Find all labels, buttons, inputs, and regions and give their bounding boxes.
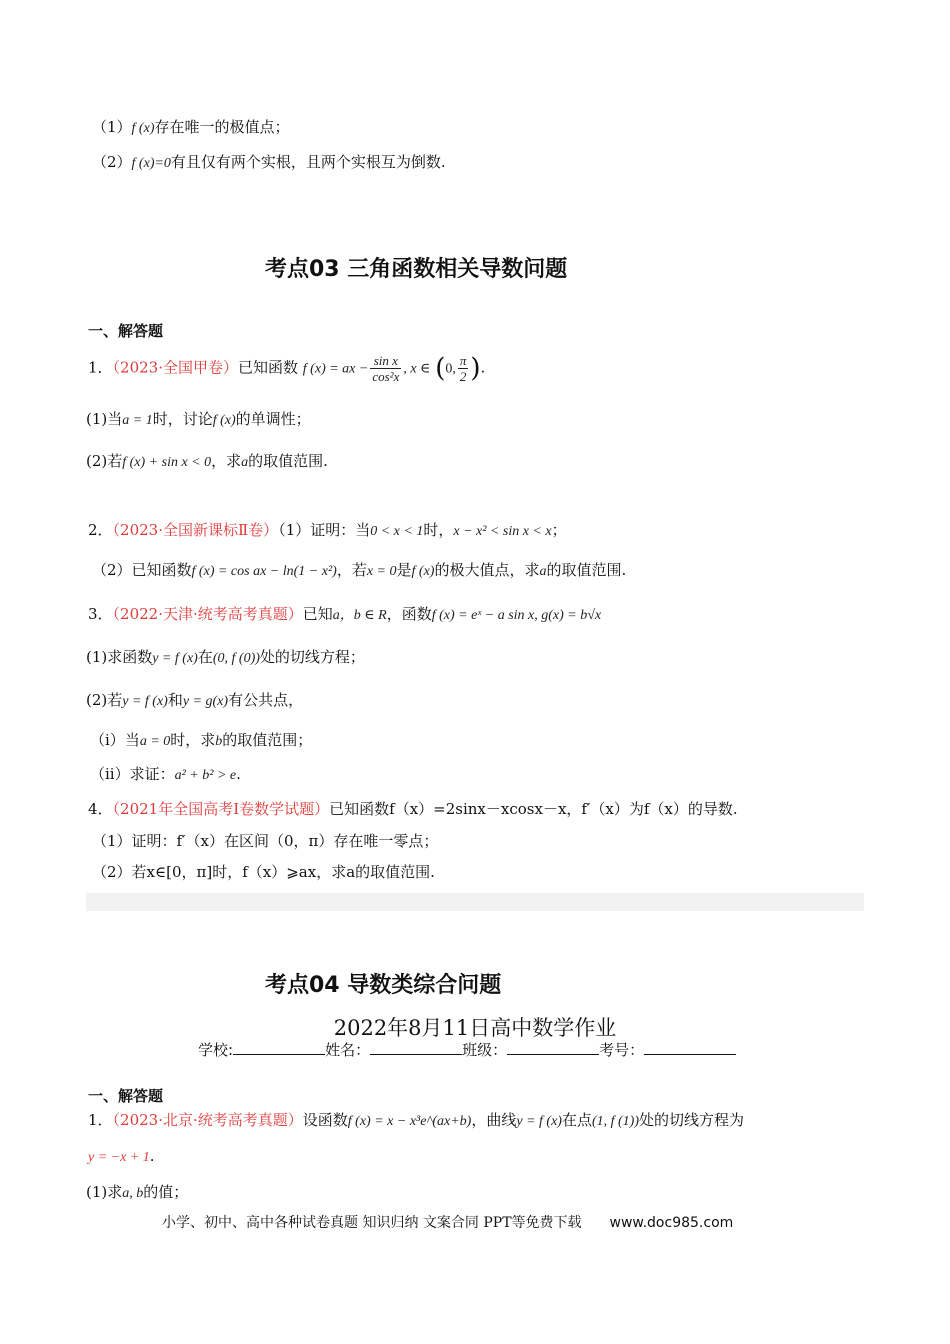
question-1-answer-line: y = −x + 1.	[88, 1147, 155, 1165]
math-expr: f (x)	[131, 121, 155, 136]
question-3-part-3: （i）当a = 0时，求b的取值范围；	[90, 731, 313, 749]
question-source: （2023·全国甲卷）	[112, 358, 238, 377]
question-1-part-1: (1)当a = 1时，讨论f (x)的单调性；	[86, 410, 311, 428]
question-4: 4．（2021年全国高考Ⅰ卷数学试题）已知函数f（x）=2sinx－xcosx－x，f′（x）为f（x）的导数.	[88, 800, 738, 818]
exam-number-blank[interactable]	[644, 1040, 736, 1055]
question-4-part-2: （2）若x∈[0，π]时，f（x）⩾ax，求a的取值范围.	[92, 863, 435, 881]
student-info-row: 学校: 姓名： 班级： 考号：	[198, 1039, 736, 1060]
question-1-part-2: (2)若f (x) + sin x < 0，求a的取值范围.	[86, 452, 328, 470]
footer-text: 小学、初中、高中各种试卷真题 知识归纳 文案合同 PPT等免费下载	[162, 1215, 582, 1231]
question-4-part-1: （1）证明：f′（x）在区间（0，π）存在唯一零点；	[92, 832, 439, 850]
name-blank[interactable]	[370, 1040, 462, 1055]
top-item-2: （2）f (x)=0有且仅有两个实根，且两个实根互为倒数.	[92, 153, 446, 171]
question-source: （2023·北京·统考高考真题）	[112, 1111, 303, 1129]
footer	[162, 1212, 733, 1232]
separator-bar	[86, 893, 864, 911]
question-source: （2023·全国新课标Ⅱ卷）	[112, 521, 279, 539]
question-3-part-4: （ii）求证：a² + b² > e.	[90, 765, 241, 783]
question-1: 1．（2023·全国甲卷）已知函数 f (x) = ax − $\frac{\text{sin x}}{\text{cos²x}}$ , x ∈ (0, $\frac{\pi}{2}$ ).	[88, 353, 486, 384]
section-03-subtitle: 一、解答题	[88, 322, 164, 340]
given-tangent-line: y = −x + 1	[88, 1150, 150, 1165]
question-3: 3．（2022·天津·统考高考真题）已知a，b ∈ R，函数f (x) = eˣ − a sin x, g(x) = b√x	[88, 605, 602, 623]
section-04-subtitle: 一、解答题	[88, 1087, 164, 1105]
question-2: 2．（2023·全国新课标Ⅱ卷）（1）证明：当0 < x < 1时，x − x² < sin x < x；	[88, 521, 567, 539]
fraction: $\frac{\pi}{2}$	[459, 353, 467, 384]
document-title: 2022年8月11日高中数学作业	[333, 1016, 617, 1040]
question-source: （2022·天津·统考高考真题）	[112, 605, 303, 623]
section-03-title: 考点03 三角函数相关导数问题	[265, 257, 568, 282]
math-expr: f (x)=0	[131, 156, 171, 171]
section-04-title: 考点04 导数类综合问题	[265, 973, 502, 998]
question-3-part-1: (1)求函数y = f (x)在(0, f (0))处的切线方程；	[86, 648, 365, 666]
question-source: （2021年全国高考Ⅰ卷数学试题）	[112, 800, 330, 818]
question-3-part-2: (2)若y = f (x)和y = g(x)有公共点，	[86, 691, 304, 709]
top-item-1: （1）f (x)存在唯一的极值点；	[92, 118, 290, 136]
school-blank[interactable]	[233, 1040, 325, 1055]
question-2-part-2: （2）已知函数f (x) = cos ax − ln(1 − x²)，若x = 0是f (x)的极大值点，求a的取值范围.	[92, 561, 627, 579]
fraction: $\frac{\text{sin x}}{\text{cos²x}}$	[372, 353, 400, 384]
footer-site-link[interactable]: www.doc985.com	[609, 1215, 734, 1231]
question-1-part-1: (1)求a, b的值；	[86, 1183, 189, 1201]
class-blank[interactable]	[507, 1040, 599, 1055]
question-1: 1．（2023·北京·统考高考真题）设函数f (x) = x − x³e^(ax+b)，曲线y = f (x)在点(1, f (1))处的切线方程为	[88, 1111, 745, 1129]
